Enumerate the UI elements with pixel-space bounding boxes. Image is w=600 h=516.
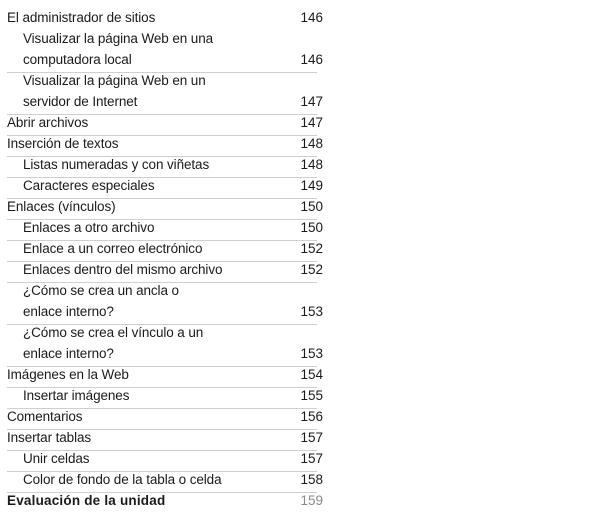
toc-entry-title: enlace interno? [23, 304, 114, 319]
toc-entry-page: 150 [300, 199, 323, 214]
toc-entry [7, 52, 323, 73]
toc-entry [7, 430, 323, 451]
toc-entry-title: servidor de Internet [23, 94, 138, 109]
toc-entry-title: Enlaces dentro del mismo archivo [23, 262, 223, 277]
toc-entry [7, 115, 323, 136]
toc-entry-title: Enlace a un correo electrónico [23, 241, 203, 256]
toc-entry [7, 451, 323, 472]
toc-entry-page: 148 [300, 157, 323, 172]
toc-entry-page: 146 [300, 52, 323, 67]
toc-entry [7, 388, 323, 409]
toc-entry [7, 31, 317, 51]
toc-entry [7, 178, 323, 199]
toc-entry [7, 241, 323, 262]
toc-entry-page: 159 [300, 493, 323, 508]
toc-entry-page: 146 [300, 10, 323, 25]
toc-entry-title: El administrador de sitios [7, 10, 156, 25]
toc-entry [7, 199, 323, 220]
toc-entry-title: Color de fondo de la tabla o celda [23, 472, 222, 487]
toc-entry-page: 147 [300, 115, 323, 130]
toc-entry-title: computadora local [23, 52, 132, 67]
toc-entry-title: enlace interno? [23, 346, 114, 361]
toc-entry-title: Listas numeradas y con viñetas [23, 157, 210, 172]
toc-entry [7, 409, 323, 430]
toc-entry [7, 325, 317, 345]
toc-entry-title: Imágenes en la Web [7, 367, 129, 382]
toc-entry-title: Evaluación de la unidad [7, 493, 166, 508]
toc-entry-title: Insertar imágenes [23, 388, 130, 403]
toc-entry-page: 155 [300, 388, 323, 403]
toc-entry [7, 367, 323, 388]
toc-entry [7, 94, 323, 115]
toc-entry-page: 158 [300, 472, 323, 487]
toc-entry-title: Visualizar la página Web en un [23, 73, 206, 88]
toc-entry-page: 154 [300, 367, 323, 382]
toc-entry-page: 148 [300, 136, 323, 151]
toc-entry-page: 147 [300, 94, 323, 109]
toc-entry-title: ¿Cómo se crea un ancla o [23, 283, 179, 298]
toc-entry [7, 304, 323, 325]
toc-entry [7, 10, 323, 30]
toc-entry-title: Visualizar la página Web en una [23, 31, 214, 46]
toc-entry-page: 152 [300, 262, 323, 277]
toc-entry-title: Enlaces (vínculos) [7, 199, 116, 214]
toc-entry [7, 136, 323, 157]
toc-entry-title: Insertar tablas [7, 430, 92, 445]
toc-entry-page: 157 [300, 451, 323, 466]
toc-entry [7, 157, 323, 178]
toc-entry-page: 150 [300, 220, 323, 235]
toc-entry [7, 472, 323, 493]
toc-entry [7, 346, 323, 367]
toc-entry [7, 283, 317, 303]
toc-entry [7, 220, 323, 241]
toc-entry-title: Caracteres especiales [23, 178, 155, 193]
toc-entry-title: Unir celdas [23, 451, 90, 466]
toc-entry-title: ¿Cómo se crea el vínculo a un [23, 325, 204, 340]
toc-entry-title: Inserción de textos [7, 136, 119, 151]
toc-entry-title: Comentarios [7, 409, 83, 424]
toc-entry [7, 262, 323, 283]
toc-entry-title: Abrir archivos [7, 115, 89, 130]
toc-entry-page: 157 [300, 430, 323, 445]
toc-entry-page: 152 [300, 241, 323, 256]
toc-entry-page: 149 [300, 178, 323, 193]
toc-entry-page: 153 [300, 346, 323, 361]
toc-entry-title: Enlaces a otro archivo [23, 220, 155, 235]
toc-entry-page: 156 [300, 409, 323, 424]
toc-entry [7, 73, 317, 93]
toc-entry-unit-evaluation [7, 493, 323, 513]
toc-entry-page: 153 [300, 304, 323, 319]
